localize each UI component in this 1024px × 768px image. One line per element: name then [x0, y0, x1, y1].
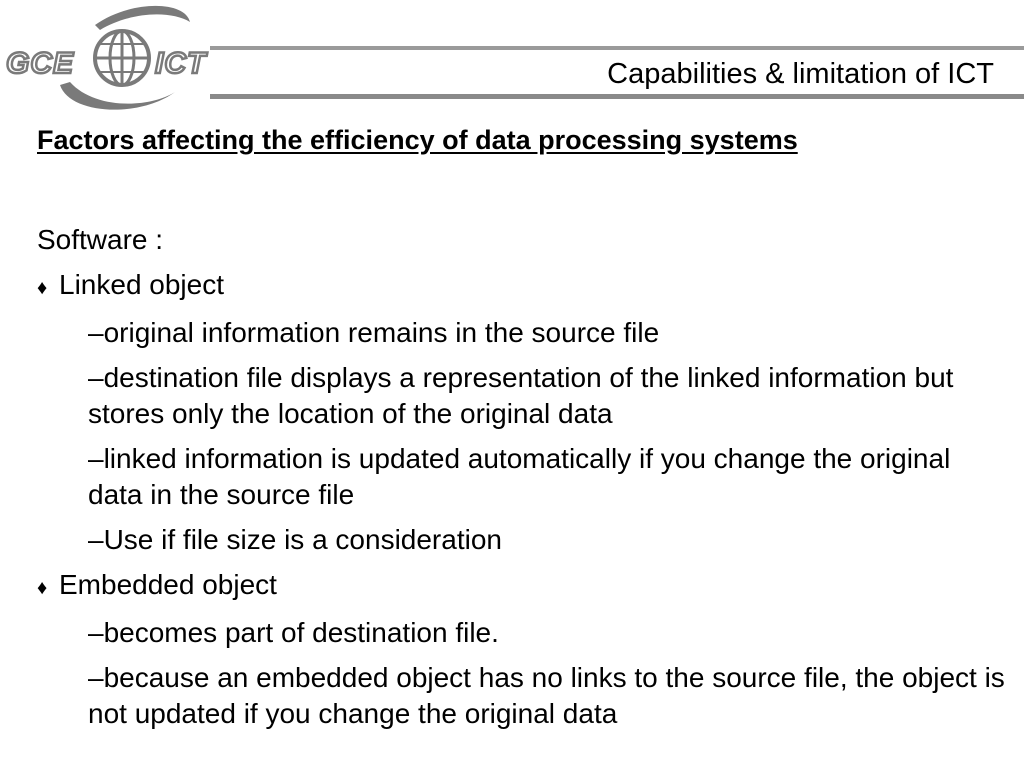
- slide-title: Capabilities & limitation of ICT: [607, 58, 994, 90]
- logo-text-left: GCE: [6, 47, 75, 80]
- bullet-embedded-object: [37, 567, 997, 606]
- section-heading: Factors affecting the efficiency of data processing systems: [37, 125, 798, 155]
- header-divider-bottom: [210, 94, 1024, 99]
- slide-content: [37, 222, 1005, 741]
- sub-point: –destination file displays a representation of the linked information but stores only the location of the original data: [88, 362, 954, 429]
- software-label: Software :: [37, 224, 164, 255]
- bullet-label: Embedded object: [59, 569, 277, 600]
- sub-point: –original information remains in the source file: [88, 317, 660, 348]
- sub-point: –because an embedded object has no links to the source file, the object is not updated if you change the original data: [88, 662, 1005, 729]
- sub-point: –Use if file size is a consideration: [88, 524, 502, 555]
- logo-text-right: ICT: [155, 47, 207, 80]
- bullet-linked-object: [37, 267, 997, 306]
- diamond-bullet-icon: ♦: [37, 577, 48, 599]
- sub-point: –becomes part of destination file.: [88, 617, 499, 648]
- gce-ict-logo: [0, 0, 240, 120]
- sub-point: –linked information is updated automatically if you change the original data in the source file: [88, 443, 951, 510]
- bullet-label: Linked object: [59, 269, 225, 300]
- header-divider-top: [210, 46, 1024, 50]
- diamond-bullet-icon: ♦: [37, 277, 48, 299]
